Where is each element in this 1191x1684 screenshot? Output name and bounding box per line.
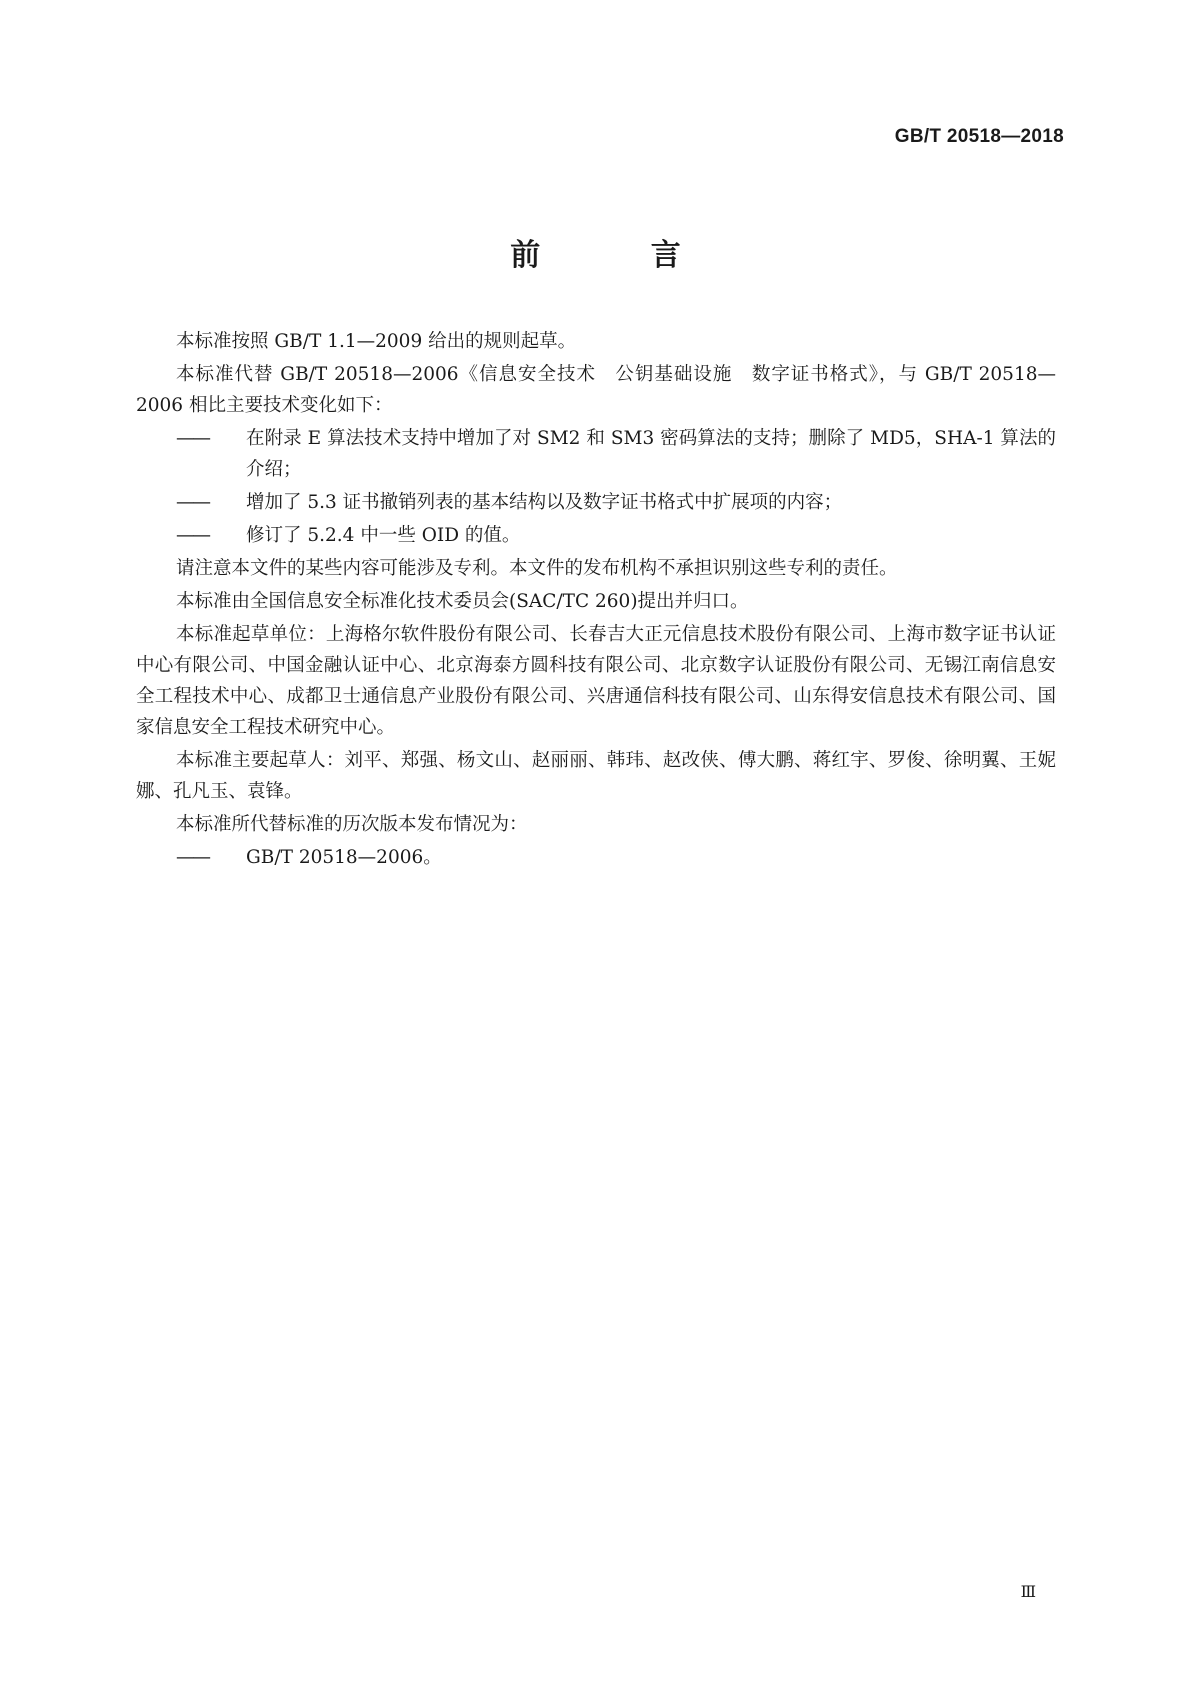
list-item-history-1 (176, 842, 1056, 873)
list-item-change-3 (176, 520, 1056, 551)
list-item-change-2 (176, 487, 1056, 518)
paragraph-drafting-rules: 本标准按照 GB/T 1.1—2009 给出的规则起草。 (176, 331, 577, 352)
section-title: 前 言 (510, 238, 731, 273)
dash-mark: —— (176, 525, 209, 546)
paragraph-drafters: 本标准主要起草人：刘平、郑强、杨文山、赵丽丽、韩玮、赵改侠、傅大鹏、蒋红宇、罗俊、徐明翼、王妮娜、孔凡玉、袁锋。 (136, 750, 1056, 802)
dash-mark: —— (176, 847, 209, 868)
paragraph-history: 本标准所代替标准的历次版本发布情况为： (176, 814, 528, 835)
list-item-text: 在附录 E 算法技术支持中增加了对 SM2 和 SM3 密码算法的支持；删除了 MD5，SHA-1 算法的介绍； (246, 428, 1056, 480)
standard-code: GB/T 20518—2018 (894, 126, 1064, 147)
list-item-text: 增加了 5.3 证书撤销列表的基本结构以及数字证书格式中扩展项的内容； (246, 492, 843, 513)
foreword-body (136, 326, 1056, 875)
page-number: Ⅲ (1020, 1582, 1036, 1601)
paragraph-proposer: 本标准由全国信息安全标准化技术委员会(SAC/TC 260)提出并归口。 (176, 591, 749, 612)
list-item-text: GB/T 20518—2006。 (246, 847, 442, 868)
paragraph-replacement: 本标准代替 GB/T 20518—2006《信息安全技术 公钥基础设施 数字证书格式》，与 GB/T 20518—2006 相比主要技术变化如下： (136, 364, 1056, 416)
list-item-text: 修订了 5.2.4 中一些 OID 的值。 (246, 525, 521, 546)
paragraph-drafting-units: 本标准起草单位：上海格尔软件股份有限公司、长春吉大正元信息技术股份有限公司、上海市数字证书认证中心有限公司、中国金融认证中心、北京海泰方圆科技有限公司、北京数字认证股份有限公司、无锡江南信息安全工程技术中心、成都卫士通信息产业股份有限公司、兴唐通信科技有限公司、山东得安信息技术有限公司、国家信息安全工程技术研究中心。 (136, 624, 1056, 738)
dash-mark: —— (176, 428, 209, 449)
list-item-change-1 (176, 423, 1056, 485)
paragraph-patent-notice: 请注意本文件的某些内容可能涉及专利。本文件的发布机构不承担识别这些专利的责任。 (176, 558, 898, 579)
dash-mark: —— (176, 492, 209, 513)
